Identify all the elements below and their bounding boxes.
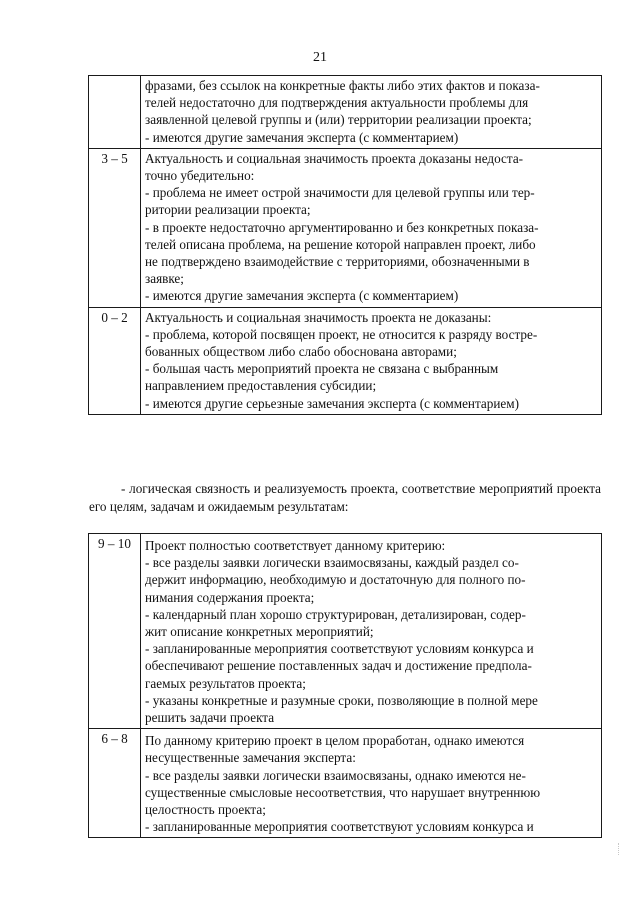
text-line: - все разделы заявки логически взаимосвязаны, однако имеются не- (145, 767, 526, 783)
scan-margin-mark (618, 843, 621, 855)
table-row (89, 148, 602, 307)
text-line: не подтверждено взаимодействие с территориями, обозначенными в (145, 254, 530, 270)
text-line: решить задачи проекта (145, 710, 275, 726)
criterion-intro: - логическая связность и реализуемость проекта, соответствие мероприятий проекта его целям, задачам и ожидаемым результатам: (89, 481, 601, 514)
text-line: обеспечивают решение поставленных задач и достижение предпола- (145, 658, 532, 674)
text-line: целостность проекта; (145, 802, 266, 818)
text-line: По данному критерию проект в целом проработан, однако имеются (145, 733, 525, 749)
text-line: нимания содержания проекта; (145, 589, 315, 605)
score-cell: 6 – 8 (89, 729, 141, 838)
text-line: - запланированные мероприятия соответствуют условиям конкурса и (145, 819, 534, 835)
text-line: несущественные замечания эксперта: (145, 750, 356, 766)
text-line: - в проекте недостаточно аргументированно и без конкретных показа- (145, 219, 539, 235)
text-line: - имеются другие серьезные замечания эксперта (с комментарием) (145, 395, 520, 411)
text-line: бованных обществом либо слабо обоснована авторами; (145, 344, 457, 360)
text-line: фразами, без ссылок на конкретные факты либо этих фактов и показа- (145, 78, 540, 93)
text-line: ритории реализации проекта; (145, 202, 311, 218)
text-line: Проект полностью соответствует данному критерию: (145, 538, 446, 553)
text-line: гаемых результатов проекта; (145, 675, 306, 691)
score-cell: 3 – 5 (89, 148, 141, 307)
score-cell (89, 76, 141, 149)
text-line: - имеются другие замечания эксперта (с комментарием) (145, 129, 459, 145)
text-line: Актуальность и социальная значимость проекта доказаны недоста- (145, 150, 524, 166)
text-line: телей описана проблема, на решение которой направлен проект, либо (145, 236, 536, 252)
page-number: 21 (313, 50, 327, 65)
description-cell (141, 534, 602, 729)
table-row (89, 729, 602, 838)
text-line: - проблема, которой посвящен проект, не относится к разряду востре- (145, 326, 538, 342)
description-cell (141, 307, 602, 414)
text-line: - имеются другие замечания эксперта (с комментарием) (145, 288, 459, 304)
text-line: - все разделы заявки логически взаимосвязаны, каждый раздел со- (145, 555, 519, 571)
text-line: - календарный план хорошо структурирован, детализирован, содер- (145, 606, 526, 622)
table-row (89, 307, 602, 414)
text-line: направлением предоставления субсидии; (145, 378, 377, 394)
score-cell: 9 – 10 (89, 534, 141, 729)
description-cell (141, 729, 602, 838)
text-line: - указаны конкретные и разумные сроки, позволяющие в полной мере (145, 692, 538, 708)
text-line: заявленной целевой группы и (или) территории реализации проекта; (145, 112, 532, 128)
text-line: - запланированные мероприятия соответствуют условиям конкурса и (145, 641, 534, 657)
text-line: телей недостаточно для подтверждения актуальности проблемы для (145, 95, 529, 111)
text-line: - проблема не имеет острой значимости для целевой группы или тер- (145, 185, 535, 201)
score-cell: 0 – 2 (89, 307, 141, 414)
description-cell (141, 76, 602, 149)
table-row (89, 534, 602, 729)
table-row (89, 76, 602, 149)
text-line: заявке; (145, 271, 184, 287)
criteria-table-relevance (88, 75, 602, 415)
description-cell (141, 148, 602, 307)
text-line: жит описание конкретных мероприятий; (145, 624, 374, 640)
criteria-table-logic (88, 533, 602, 838)
text-line: существенные смысловые несоответствия, что нарушает внутреннюю (145, 784, 541, 800)
text-line: - большая часть мероприятий проекта не связана с выбранным (145, 361, 499, 377)
text-line: держит информацию, необходимую и достаточную для полного по- (145, 572, 526, 588)
text-line: Актуальность и социальная значимость проекта не доказаны: (145, 309, 492, 325)
text-line: точно убедительно: (145, 168, 255, 184)
